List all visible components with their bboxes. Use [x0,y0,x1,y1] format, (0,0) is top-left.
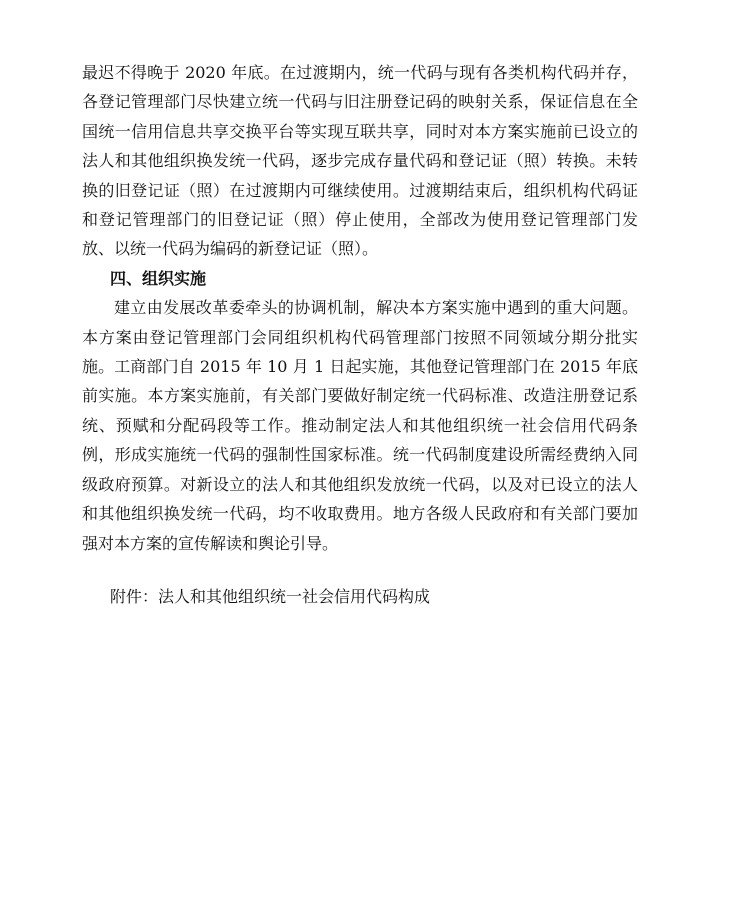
document-page [82,58,638,611]
body-paragraph-implementation: 建立由发展改革委牵头的协调机制，解决本方案实施中遇到的重大问题。本方案由登记管理部门会同组织机构代码管理部门按照不同领域分期分批实施。工商部门自 2015 年 10 月 1 日起实施，其他登记管理部门在 2015 年底前实施。本方案实施前，有关部门要做好制定统一代码标准、改造注册登记系统、预赋和分配码段等工作。推动制定法人和其他组织统一社会信用代码条例，形成实施统一代码的强制性国家标准。统一代码制度建设所需经费纳入同级政府预算。对新设立的法人和其他组织发放统一代码，以及对已设立的法人和其他组织换发统一代码，均不收取费用。地方各级人民政府和有关部门要加强对本方案的宣传解读和舆论引导。 [82,298,638,553]
section-heading-organization: 四、组织实施 [110,268,207,288]
body-paragraph-transition-period: 最迟不得晚于 2020 年底。在过渡期内，统一代码与现有各类机构代码并存，各登记管理部门尽快建立统一代码与旧注册登记码的映射关系，保证信息在全国统一信用信息共享交换平台等实现互联共享，同时对本方案实施前已设立的法人和其他组织换发统一代码，逐步完成存量代码和登记证（照）转换。未转换的旧登记证（照）在过渡期内可继续使用。过渡期结束后，组织机构代码证和登记管理部门的旧登记证（照）停止使用，全部改为使用登记管理部门发放、以统一代码为编码的新登记证（照）。 [82,63,638,259]
attachment-line: 附件：法人和其他组织统一社会信用代码构成 [110,586,431,606]
